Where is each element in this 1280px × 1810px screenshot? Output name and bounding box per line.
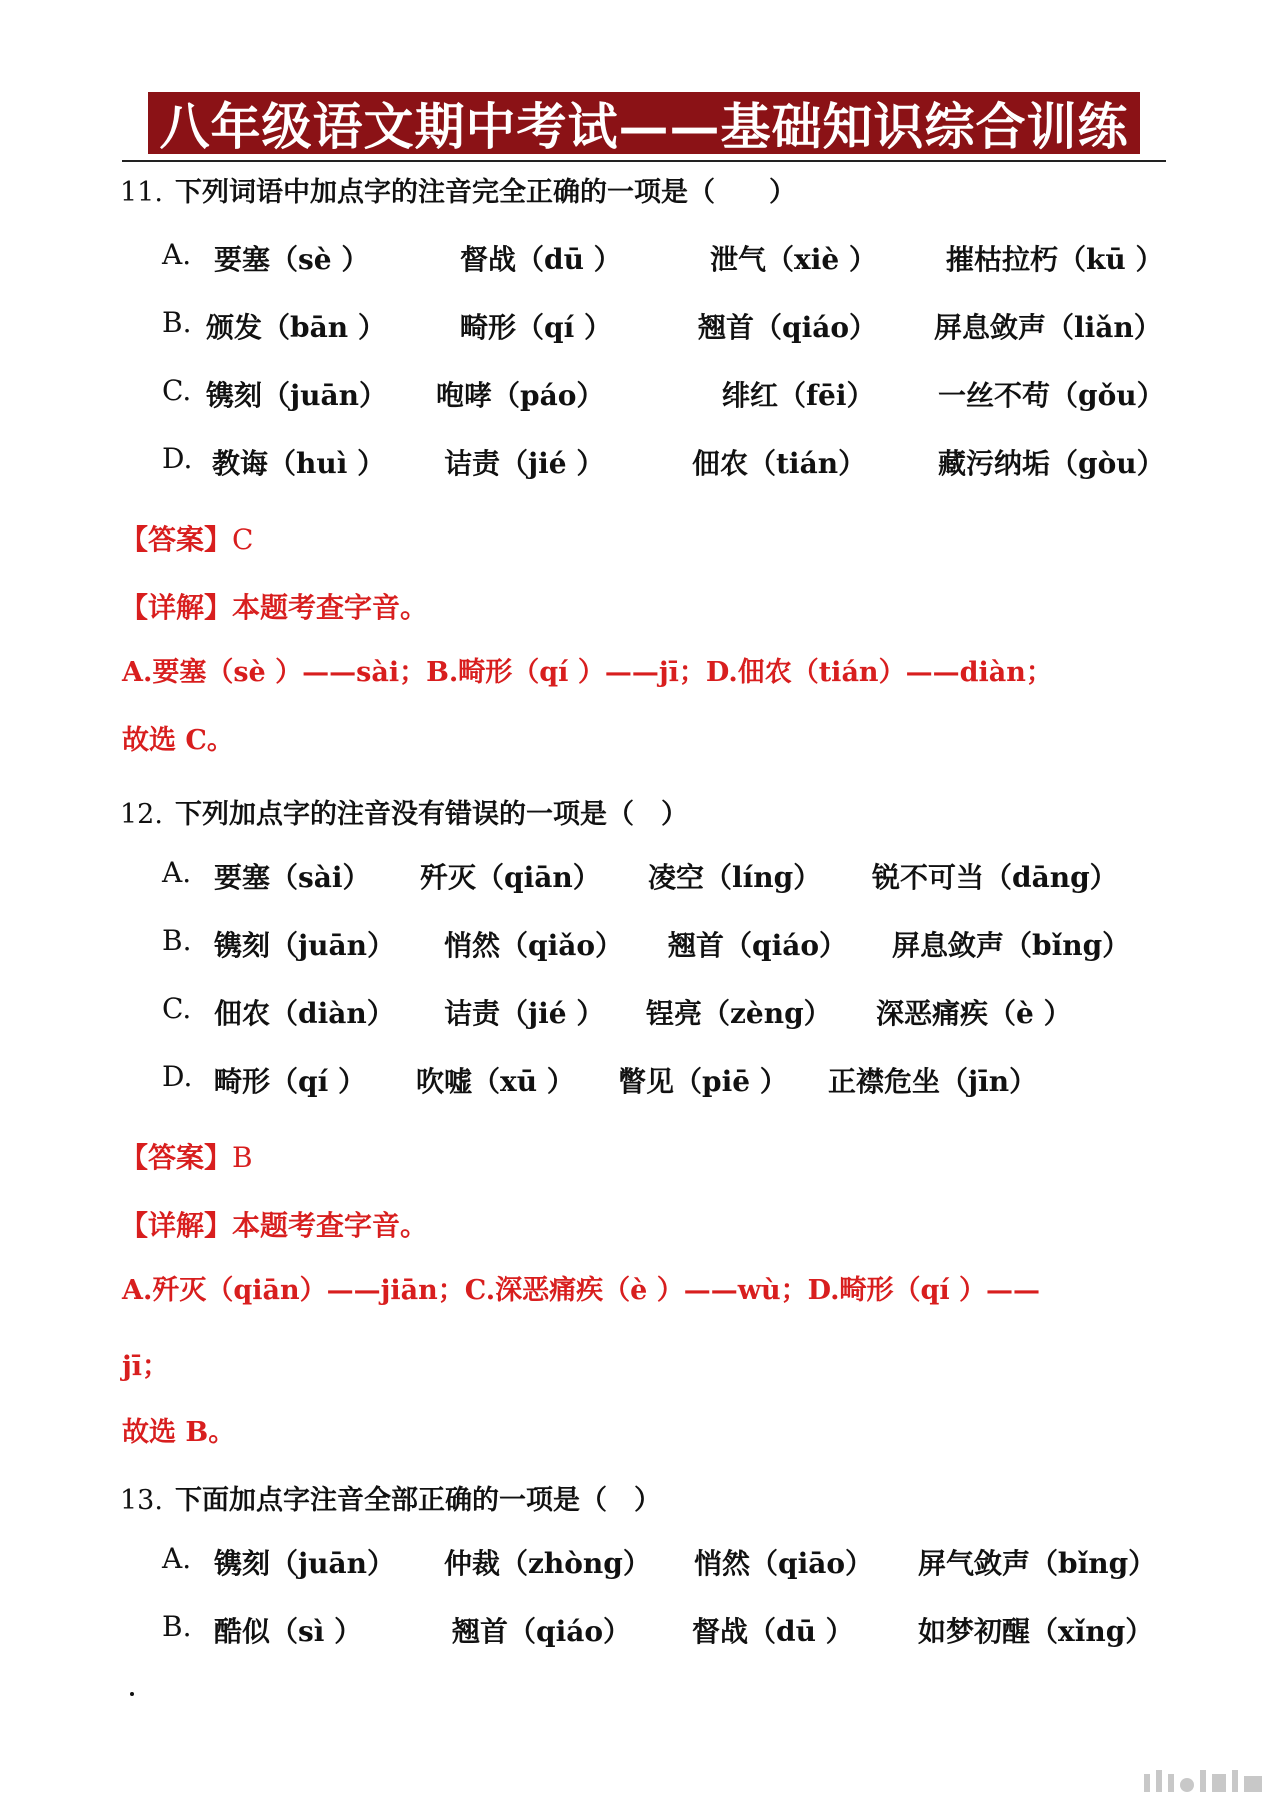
question-13-stem bbox=[120, 1478, 661, 1517]
question-text: 下列加点字的注音没有错误的一项是（ ） bbox=[174, 799, 688, 830]
option-label: C. bbox=[162, 374, 192, 407]
option-row-a bbox=[162, 1542, 1172, 1582]
option-item: 屏气敛声（bǐng） bbox=[918, 1547, 1157, 1580]
option-item: 畸形（qí ） bbox=[460, 311, 612, 344]
option-label: A. bbox=[162, 238, 192, 271]
title-banner bbox=[148, 92, 1140, 154]
option-row-a bbox=[162, 856, 1172, 896]
option-item: 藏污纳垢（gòu） bbox=[938, 447, 1165, 480]
explain-text: 本题考查字音。 bbox=[232, 1209, 429, 1242]
option-item: 悄然（qiāo） bbox=[694, 1547, 874, 1580]
option-item: 摧枯拉朽（kū ） bbox=[946, 243, 1164, 276]
option-item: 凌空（líng） bbox=[648, 861, 822, 894]
option-item: 诘责（jié ） bbox=[444, 447, 605, 480]
answer-value: B bbox=[232, 1141, 253, 1174]
answer-line bbox=[120, 518, 253, 558]
question-text: 下列词语中加点字的注音完全正确的一项是（ ） bbox=[174, 177, 796, 208]
page-title: 八年级语文期中考试——基础知识综合训练 bbox=[159, 97, 1129, 156]
explain-label: 【详解】 bbox=[120, 1209, 233, 1242]
option-label: B. bbox=[162, 306, 192, 339]
option-item: 督战（dū ） bbox=[460, 243, 622, 276]
answer-line bbox=[120, 1136, 253, 1176]
option-item: 佃农（tián） bbox=[692, 447, 867, 480]
option-item: 深恶痛疾（è ） bbox=[876, 997, 1072, 1030]
option-label: A. bbox=[162, 1542, 192, 1575]
explain-detail: A.要塞（sè ）——sài；B.畸形（qí ）——jī；D.佃农（tián）——diàn； bbox=[122, 657, 1053, 688]
option-item: 吹嘘（xū ） bbox=[416, 1065, 575, 1098]
explain-detail: A.歼灭（qiān）——jiān；C.深恶痛疾（è ）——wù；D.畸形（qí ）—— bbox=[122, 1275, 1041, 1306]
option-item: 要塞（sè ） bbox=[214, 243, 370, 276]
option-row-b bbox=[162, 1610, 1172, 1650]
option-item: 翘首（qiáo） bbox=[698, 311, 878, 344]
option-item: 屏息敛声（liǎn） bbox=[934, 311, 1162, 344]
option-item: 如梦初醒（xǐng） bbox=[918, 1615, 1154, 1648]
option-item: 要塞（sài） bbox=[214, 861, 371, 894]
question-text: 下面加点字注音全部正确的一项是（ ） bbox=[174, 1485, 661, 1516]
option-item: 翘首（qiáo） bbox=[668, 929, 848, 962]
option-item: 瞥见（piē ） bbox=[618, 1065, 788, 1098]
explain-line bbox=[120, 586, 428, 626]
option-label: D. bbox=[162, 1060, 193, 1093]
option-row-b bbox=[162, 924, 1172, 964]
option-item: 镌刻（juān） bbox=[206, 379, 387, 412]
answer-label: 【答案】 bbox=[120, 523, 233, 556]
option-item: 酷似（sì ） bbox=[214, 1615, 363, 1648]
option-item: 锐不可当（dāng） bbox=[872, 861, 1118, 894]
option-item: 咆哮（páo） bbox=[436, 379, 605, 412]
option-item: 镌刻（juān） bbox=[214, 929, 395, 962]
option-item: 诘责（jié ） bbox=[444, 997, 605, 1030]
explain-line bbox=[120, 1204, 428, 1244]
option-item: 歼灭（qiān） bbox=[420, 861, 601, 894]
option-row-d bbox=[162, 1060, 1172, 1100]
watermark-logo bbox=[1144, 1770, 1262, 1792]
option-item: 仲裁（zhòng） bbox=[444, 1547, 651, 1580]
option-item: 督战（dū ） bbox=[692, 1615, 854, 1648]
option-label: D. bbox=[162, 442, 193, 475]
option-item: 正襟危坐（jīn） bbox=[828, 1065, 1038, 1098]
question-number: 11. bbox=[120, 177, 163, 208]
option-item: 镌刻（juān） bbox=[214, 1547, 395, 1580]
option-item: 泄气（xiè ） bbox=[710, 243, 877, 276]
option-row-c bbox=[162, 992, 1172, 1032]
option-label: C. bbox=[162, 992, 192, 1025]
option-item: 佃农（diàn） bbox=[214, 997, 395, 1030]
option-label: B. bbox=[162, 1610, 192, 1643]
option-item: 颁发（bān ） bbox=[206, 311, 386, 344]
question-number: 13. bbox=[120, 1485, 163, 1516]
explain-detail-cont: jī； bbox=[122, 1351, 170, 1382]
option-label: A. bbox=[162, 856, 192, 889]
title-divider bbox=[122, 160, 1166, 162]
option-item: 一丝不苟（gǒu） bbox=[938, 379, 1165, 412]
option-item: 畸形（qí ） bbox=[214, 1065, 366, 1098]
option-item: 悄然（qiǎo） bbox=[444, 929, 624, 962]
answer-label: 【答案】 bbox=[120, 1141, 233, 1174]
question-number: 12. bbox=[120, 799, 163, 830]
conclusion: 故选 B。 bbox=[122, 1417, 236, 1448]
option-label: B. bbox=[162, 924, 192, 957]
stray-dot bbox=[130, 1692, 134, 1696]
option-item: 翘首（qiáo） bbox=[452, 1615, 632, 1648]
question-11-stem bbox=[120, 170, 796, 209]
option-item: 锃亮（zèng） bbox=[646, 997, 832, 1030]
explain-text: 本题考查字音。 bbox=[232, 591, 429, 624]
option-item: 绯红（fēi） bbox=[722, 379, 875, 412]
option-item: 教诲（huì ） bbox=[212, 447, 386, 480]
option-row-c bbox=[162, 374, 1172, 414]
option-row-d bbox=[162, 442, 1172, 482]
option-item: 屏息敛声（bǐng） bbox=[892, 929, 1131, 962]
question-12-stem bbox=[120, 792, 688, 831]
option-row-a bbox=[162, 238, 1172, 278]
option-row-b bbox=[162, 306, 1172, 346]
answer-value: C bbox=[232, 523, 254, 556]
conclusion: 故选 C。 bbox=[122, 725, 234, 756]
explain-label: 【详解】 bbox=[120, 591, 233, 624]
